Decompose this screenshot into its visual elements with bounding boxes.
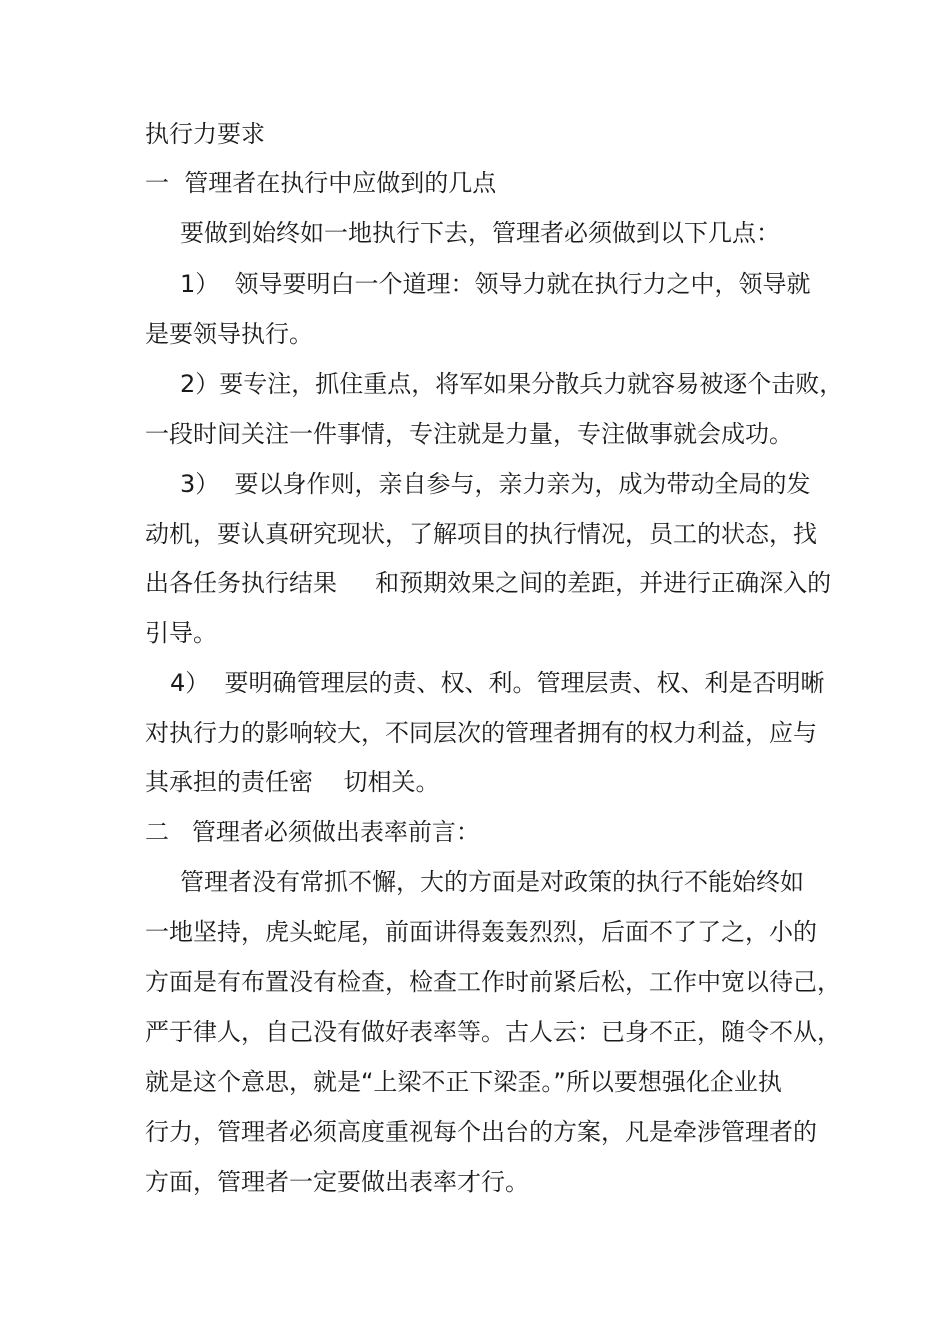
section-2-paragraph-line-7: 方面，管理者一定要做出表率才行。	[145, 1168, 529, 1196]
section-2-paragraph-line-6: 行力，管理者必须高度重视每个出台的方案，凡是牵涉管理者的	[145, 1118, 817, 1146]
item-1-line-2: 是要领导执行。	[145, 320, 313, 348]
item-2-line-2: 一段时间关注一件事情，专注就是力量，专注做事就会成功。	[145, 420, 793, 448]
item-3-line-4: 引导。	[145, 619, 217, 647]
section-2-paragraph-line-5: 就是这个意思，就是“上梁不正下梁歪。”所以要想强化企业执	[145, 1068, 782, 1096]
document-title: 执行力要求	[145, 120, 265, 148]
item-2-line-1: 2）要专注，抓住重点，将军如果分散兵力就容易被逐个击败，	[180, 370, 844, 398]
section-2-paragraph-line-1: 管理者没有常抓不懈，大的方面是对政策的执行不能始终如	[180, 868, 804, 896]
item-3-line-1: 3） 要以身作则，亲自参与，亲力亲为，成为带动全局的发	[180, 470, 811, 498]
item-4-line-1: 4） 要明确管理层的责、权、利。管理层责、权、利是否明晰	[170, 669, 825, 697]
item-3-line-3: 出各任务执行结果 和预期效果之间的差距，并进行正确深入的	[145, 569, 832, 597]
section-1-heading: 一 管理者在执行中应做到的几点	[145, 169, 497, 197]
section-1-intro: 要做到始终如一地执行下去，管理者必须做到以下几点：	[180, 219, 780, 247]
item-1-line-1: 1） 领导要明白一个道理：领导力就在执行力之中，领导就	[180, 270, 811, 298]
section-2-paragraph-line-2: 一地坚持，虎头蛇尾，前面讲得轰轰烈烈，后面不了了之，小的	[145, 918, 817, 946]
item-4-line-3: 其承担的责任密 切相关。	[145, 768, 440, 796]
section-2-heading: 二 管理者必须做出表率前言：	[145, 818, 480, 846]
section-2-paragraph-line-3: 方面是有布置没有检查，检查工作时前紧后松，工作中宽以待己，	[145, 968, 841, 996]
item-4-line-2: 对执行力的影响较大，不同层次的管理者拥有的权力利益，应与	[145, 719, 817, 747]
section-2-paragraph-line-4: 严于律人，自己没有做好表率等。古人云：已身不正，随令不从，	[145, 1018, 841, 1046]
item-3-line-2: 动机，要认真研究现状，了解项目的执行情况，员工的状态，找	[145, 520, 817, 548]
